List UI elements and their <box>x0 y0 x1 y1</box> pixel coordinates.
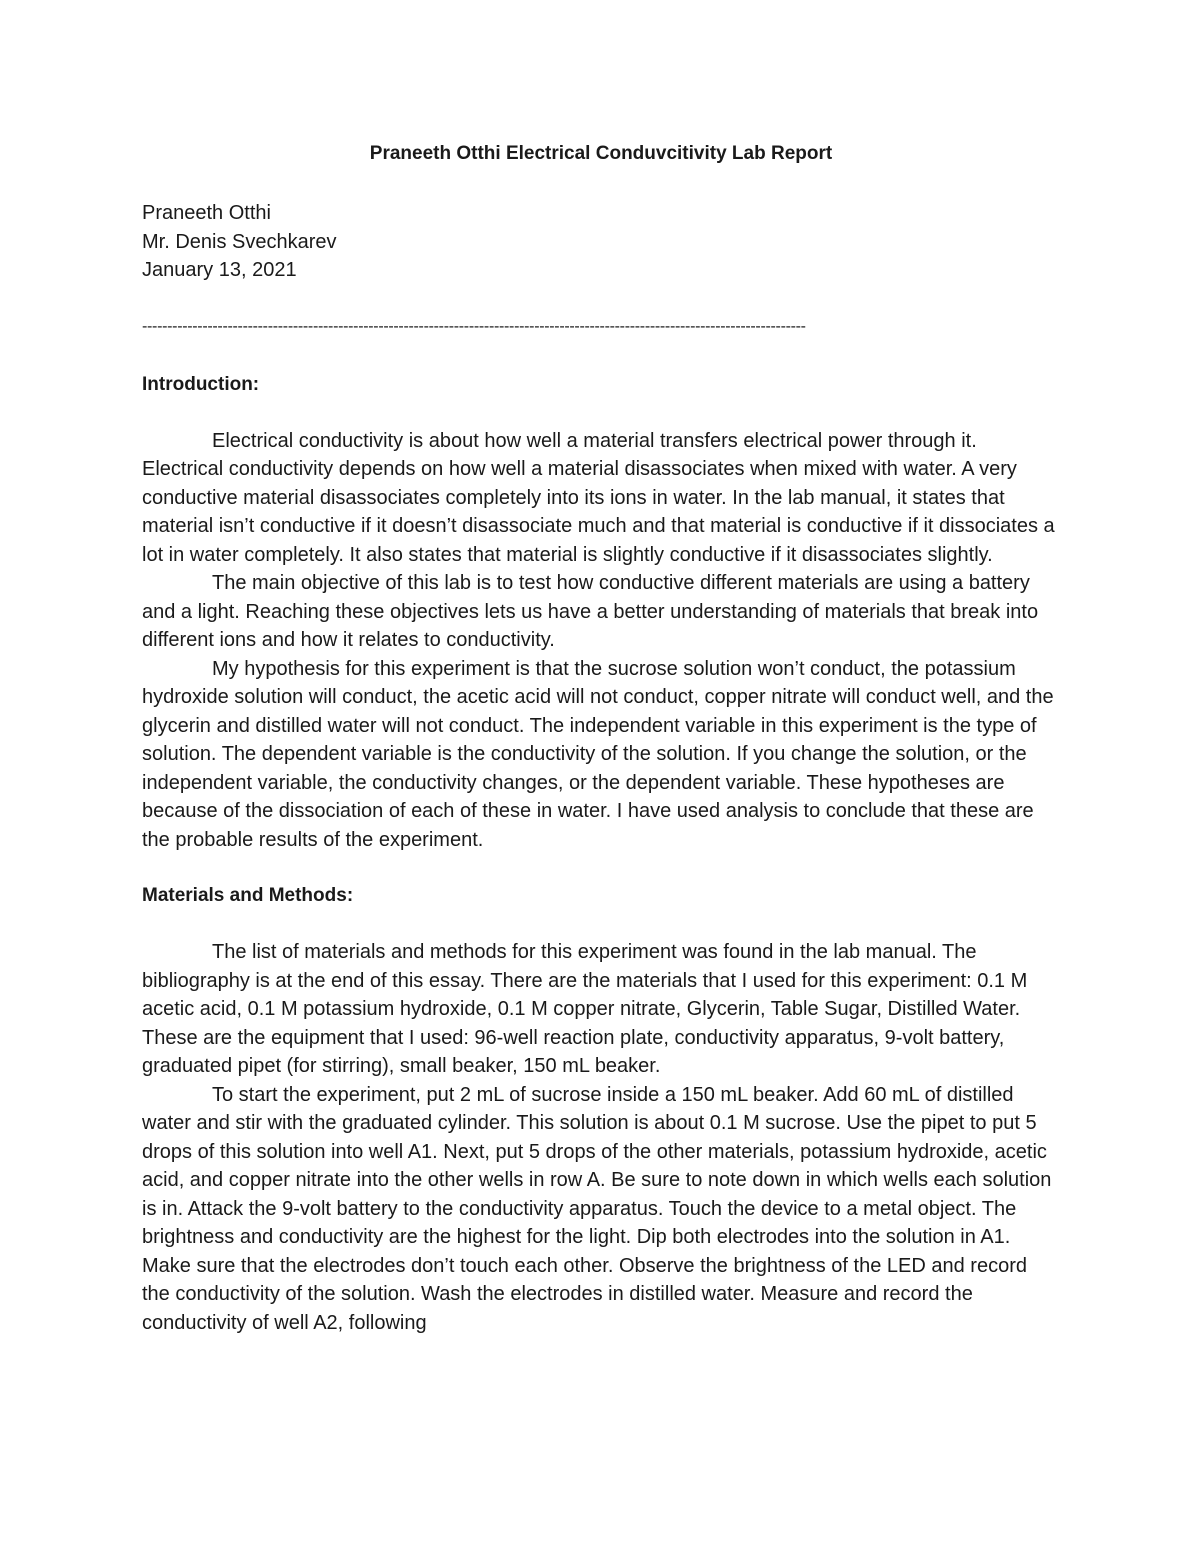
paragraph: To start the experiment, put 2 mL of sucrose inside a 150 mL beaker. Add 60 mL of distilled water and stir with the graduated cylinder. This solution is about 0.1 M sucrose. Use the pipet to put 5 drops of this solution into well A1. Next, put 5 drops of the other materials, potassium hydroxide, acetic acid, and copper nitrate into the other wells in row A. Be sure to note down in which wells each solution is in. Attack the 9-volt battery to the conductivity apparatus. Touch the device to a metal object. The brightness and conductivity are the highest for the light. Dip both electrodes into the solution in A1. Make sure that the electrodes don’t touch each other. Observe the brightness of the LED and record the conductivity of the solution. Wash the electrodes in distilled water. Measure and record the conductivity of well A2, following <box>142 1083 1052 1334</box>
document-page <box>142 142 1060 1337</box>
dashed-divider: ------------------------------------------------------------------------------------------------------------------------------------ <box>142 317 806 335</box>
paragraph: My hypothesis for this experiment is that the sucrose solution won’t conduct, the potassium hydroxide solution will conduct, the acetic acid will not conduct, copper nitrate will conduct well, and the glycerin and distilled water will not conduct. The independent variable in this experiment is the type of solution. The dependent variable is the conductivity of the solution. If you change the solution, or the independent variable, the conductivity changes, or the dependent variable. These hypotheses are because of the dissociation of each of these in water. I have used analysis to conclude that these are the probable results of the experiment. <box>142 657 1054 851</box>
paragraph: The main objective of this lab is to test how conductive different materials are using a battery and a light. Reaching these objectives lets us have a better understanding of materials that break into different ions and how it relates to conductivity. <box>142 572 1039 651</box>
report-date: January 13, 2021 <box>142 259 297 281</box>
paragraph: Electrical conductivity is about how well a material transfers electrical power through it. Electrical conductivity depends on how well a material disassociates when mixed with water. A very conductive material disassociates completely into its ions in water. In the lab manual, it states that material isn’t conductive if it doesn’t disassociate much and that material is conductive if it dissociates a lot in water completely. It also states that material is slightly conductive if it disassociates slightly. <box>142 429 1055 566</box>
paragraph: The list of materials and methods for this experiment was found in the lab manual. The bibliography is at the end of this essay. There are the materials that I used for this experiment: 0.1 M acetic acid, 0.1 M potassium hydroxide, 0.1 M copper nitrate, Glycerin, Table Sugar, Distilled Water. These are the equipment that I used: 96-well reaction plate, conductivity apparatus, 9-volt battery, graduated pipet (for stirring), small beaker, 150 mL beaker. <box>142 941 1028 1077</box>
author-name: Praneeth Otthi <box>142 202 271 224</box>
section-heading: Materials and Methods: <box>142 885 354 906</box>
section-spacer <box>142 854 1060 882</box>
teacher-name: Mr. Denis Svechkarev <box>142 230 337 253</box>
introduction-section <box>142 371 1060 855</box>
header-info <box>142 199 1060 285</box>
report-title: Praneeth Otthi Electrical Conduvcitivity Lab Report <box>369 143 833 164</box>
section-heading: Introduction: <box>142 373 260 395</box>
materials-methods-section <box>142 882 1060 1337</box>
